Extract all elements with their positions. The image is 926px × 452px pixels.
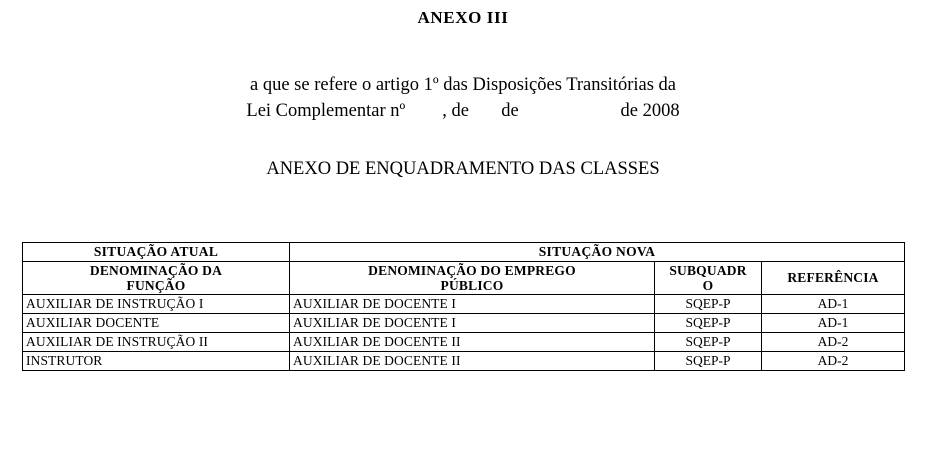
column-header-denominacao-emprego-line2: PÚBLICO	[440, 277, 504, 293]
enquadramento-table	[22, 242, 905, 371]
column-header-denominacao-funcao	[23, 261, 290, 294]
section-title: ANEXO DE ENQUADRAMENTO DAS CLASSES	[266, 158, 660, 179]
cell-referencia: AD-2	[762, 351, 905, 370]
column-header-subquadro-line1: SUBQUADR	[669, 262, 747, 278]
cell-funcao: AUXILIAR DE INSTRUÇÃO II	[23, 332, 290, 351]
intro-line-1: a que se refere o artigo 1º das Disposições Transitórias da	[250, 75, 676, 95]
cell-referencia: AD-2	[762, 332, 905, 351]
column-header-denominacao-funcao-line1: DENOMINAÇÃO DA	[89, 262, 223, 278]
table-row	[23, 332, 905, 351]
column-header-referencia-line1: REFERÊNCIA	[787, 270, 879, 286]
table-row	[23, 351, 905, 370]
cell-referencia: AD-1	[762, 294, 905, 313]
cell-subquadro: SQEP-P	[655, 332, 762, 351]
cell-funcao: INSTRUTOR	[23, 351, 290, 370]
column-header-denominacao-emprego-line1: DENOMINAÇÃO DO EMPREGO	[368, 262, 576, 278]
group-header-situacao-nova: SITUAÇÃO NOVA	[290, 242, 905, 261]
cell-subquadro: SQEP-P	[655, 313, 762, 332]
table-container	[0, 242, 926, 371]
group-header-situacao-atual: SITUAÇÃO ATUAL	[23, 242, 290, 261]
page-title: ANEXO III	[417, 8, 509, 27]
cell-emprego: AUXILIAR DE DOCENTE II	[290, 351, 655, 370]
cell-referencia: AD-1	[762, 313, 905, 332]
cell-funcao: AUXILIAR DE INSTRUÇÃO I	[23, 294, 290, 313]
cell-emprego: AUXILIAR DE DOCENTE I	[290, 313, 655, 332]
column-header-referencia	[762, 261, 905, 294]
cell-subquadro: SQEP-P	[655, 294, 762, 313]
column-header-subquadro-line2: O	[702, 277, 714, 293]
table-column-header-row	[23, 261, 905, 294]
cell-emprego: AUXILIAR DE DOCENTE I	[290, 294, 655, 313]
cell-funcao: AUXILIAR DOCENTE	[23, 313, 290, 332]
intro-line-2: Lei Complementar nº , de de de 2008	[246, 101, 680, 122]
column-header-denominacao-funcao-line2: FUNÇÃO	[126, 277, 186, 293]
table-row	[23, 294, 905, 313]
cell-emprego: AUXILIAR DE DOCENTE II	[290, 332, 655, 351]
table-row	[23, 313, 905, 332]
column-header-subquadro	[655, 261, 762, 294]
intro-paragraph	[0, 72, 926, 125]
cell-subquadro: SQEP-P	[655, 351, 762, 370]
document-page	[0, 8, 926, 452]
table-group-header-row	[23, 242, 905, 261]
column-header-denominacao-emprego	[290, 261, 655, 294]
